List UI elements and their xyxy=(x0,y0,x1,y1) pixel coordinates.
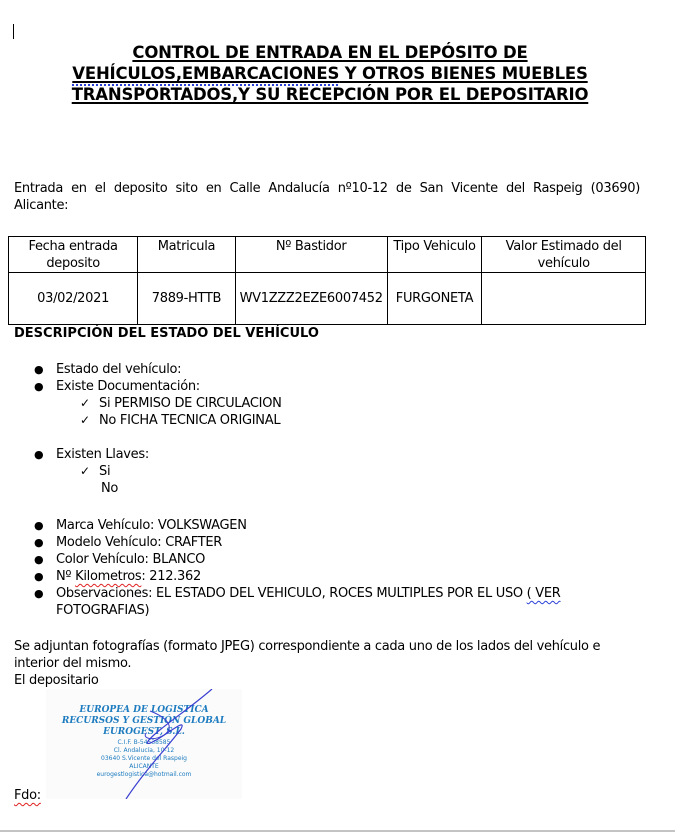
bullet-icon: ● xyxy=(34,380,44,393)
bullet-icon: ● xyxy=(34,363,44,376)
bullet-icon: ● xyxy=(34,536,44,549)
bullet-icon: ● xyxy=(34,587,44,600)
attach-text: Se adjuntan fotografías (formato JPEG) correspondiente a cada uno de los lados del vehículo e interior del mismo. xyxy=(14,639,601,671)
depositario-label: El depositario xyxy=(14,673,99,688)
text-cursor xyxy=(13,24,14,39)
checkmark-icon: ✓ xyxy=(80,464,90,478)
title-line-1: CONTROL DE ENTRADA EN EL DEPÓSITO DE xyxy=(132,43,528,62)
signature-label xyxy=(14,788,41,803)
bullet-icon: ● xyxy=(34,448,44,461)
grammar-flag[interactable]: ( VER xyxy=(526,586,561,601)
header-valor: Valor Estimado del vehículo xyxy=(482,237,646,273)
section-title: DESCRIPCIÓN DEL ESTADO DEL VEHÍCULO xyxy=(14,326,319,341)
signature-icon xyxy=(46,689,242,799)
checkmark-icon: ✓ xyxy=(80,396,90,410)
cell-tipo[interactable]: FURGONETA xyxy=(387,273,482,325)
cell-fecha[interactable]: 03/02/2021 xyxy=(9,273,138,325)
title-line-3: TRANSPORTADOS,Y SU RECEPCIÓN POR EL DEPOSITARIO xyxy=(71,85,589,104)
header-fecha: Fecha entrada deposito xyxy=(9,237,138,273)
spelling-flag[interactable]: Fdo: xyxy=(14,788,41,803)
cell-bastidor[interactable]: WV1ZZZ2EZE6007452 xyxy=(235,273,387,325)
grammar-flag[interactable]: VEHÍCULOS,EMBARCACIONES xyxy=(72,64,340,83)
bullet-icon: ● xyxy=(34,570,44,583)
table-row xyxy=(9,273,646,325)
header-matricula: Matricula xyxy=(138,237,235,273)
title-line-2: VEHÍCULOS,EMBARCACIONES Y OTROS BIENES MUEBLES xyxy=(72,64,588,83)
company-stamp: EUROPEA DE LOGISTICA RECURSOS Y GESTIÓN GLOBAL EUROGEST, S.L. C.I.F. B-54538585 Cl. Andalucía, 10-12 03640 S.Vicente del Raspeig ALICANTE eurogestlogistica@hotmail.com xyxy=(46,689,242,799)
attachments-paragraph xyxy=(14,638,634,689)
bullet-icon: ● xyxy=(34,519,44,532)
checkmark-icon: ✓ xyxy=(80,413,90,427)
bullet-icon: ● xyxy=(34,553,44,566)
header-bastidor: Nº Bastidor xyxy=(235,237,387,273)
vehicle-table xyxy=(8,236,646,325)
cell-valor[interactable] xyxy=(482,273,646,325)
header-tipo: Tipo Vehiculo xyxy=(387,237,482,273)
intro-paragraph: Entrada en el deposito sito en Calle Andalucía nº10-12 de San Vicente del Raspeig (03690) Alicante: xyxy=(14,181,640,213)
document-title xyxy=(0,42,660,105)
spelling-flag[interactable]: Kilometros xyxy=(75,569,142,584)
table-header-row xyxy=(9,237,646,273)
cell-matricula[interactable]: 7889-HTTB xyxy=(138,273,235,325)
